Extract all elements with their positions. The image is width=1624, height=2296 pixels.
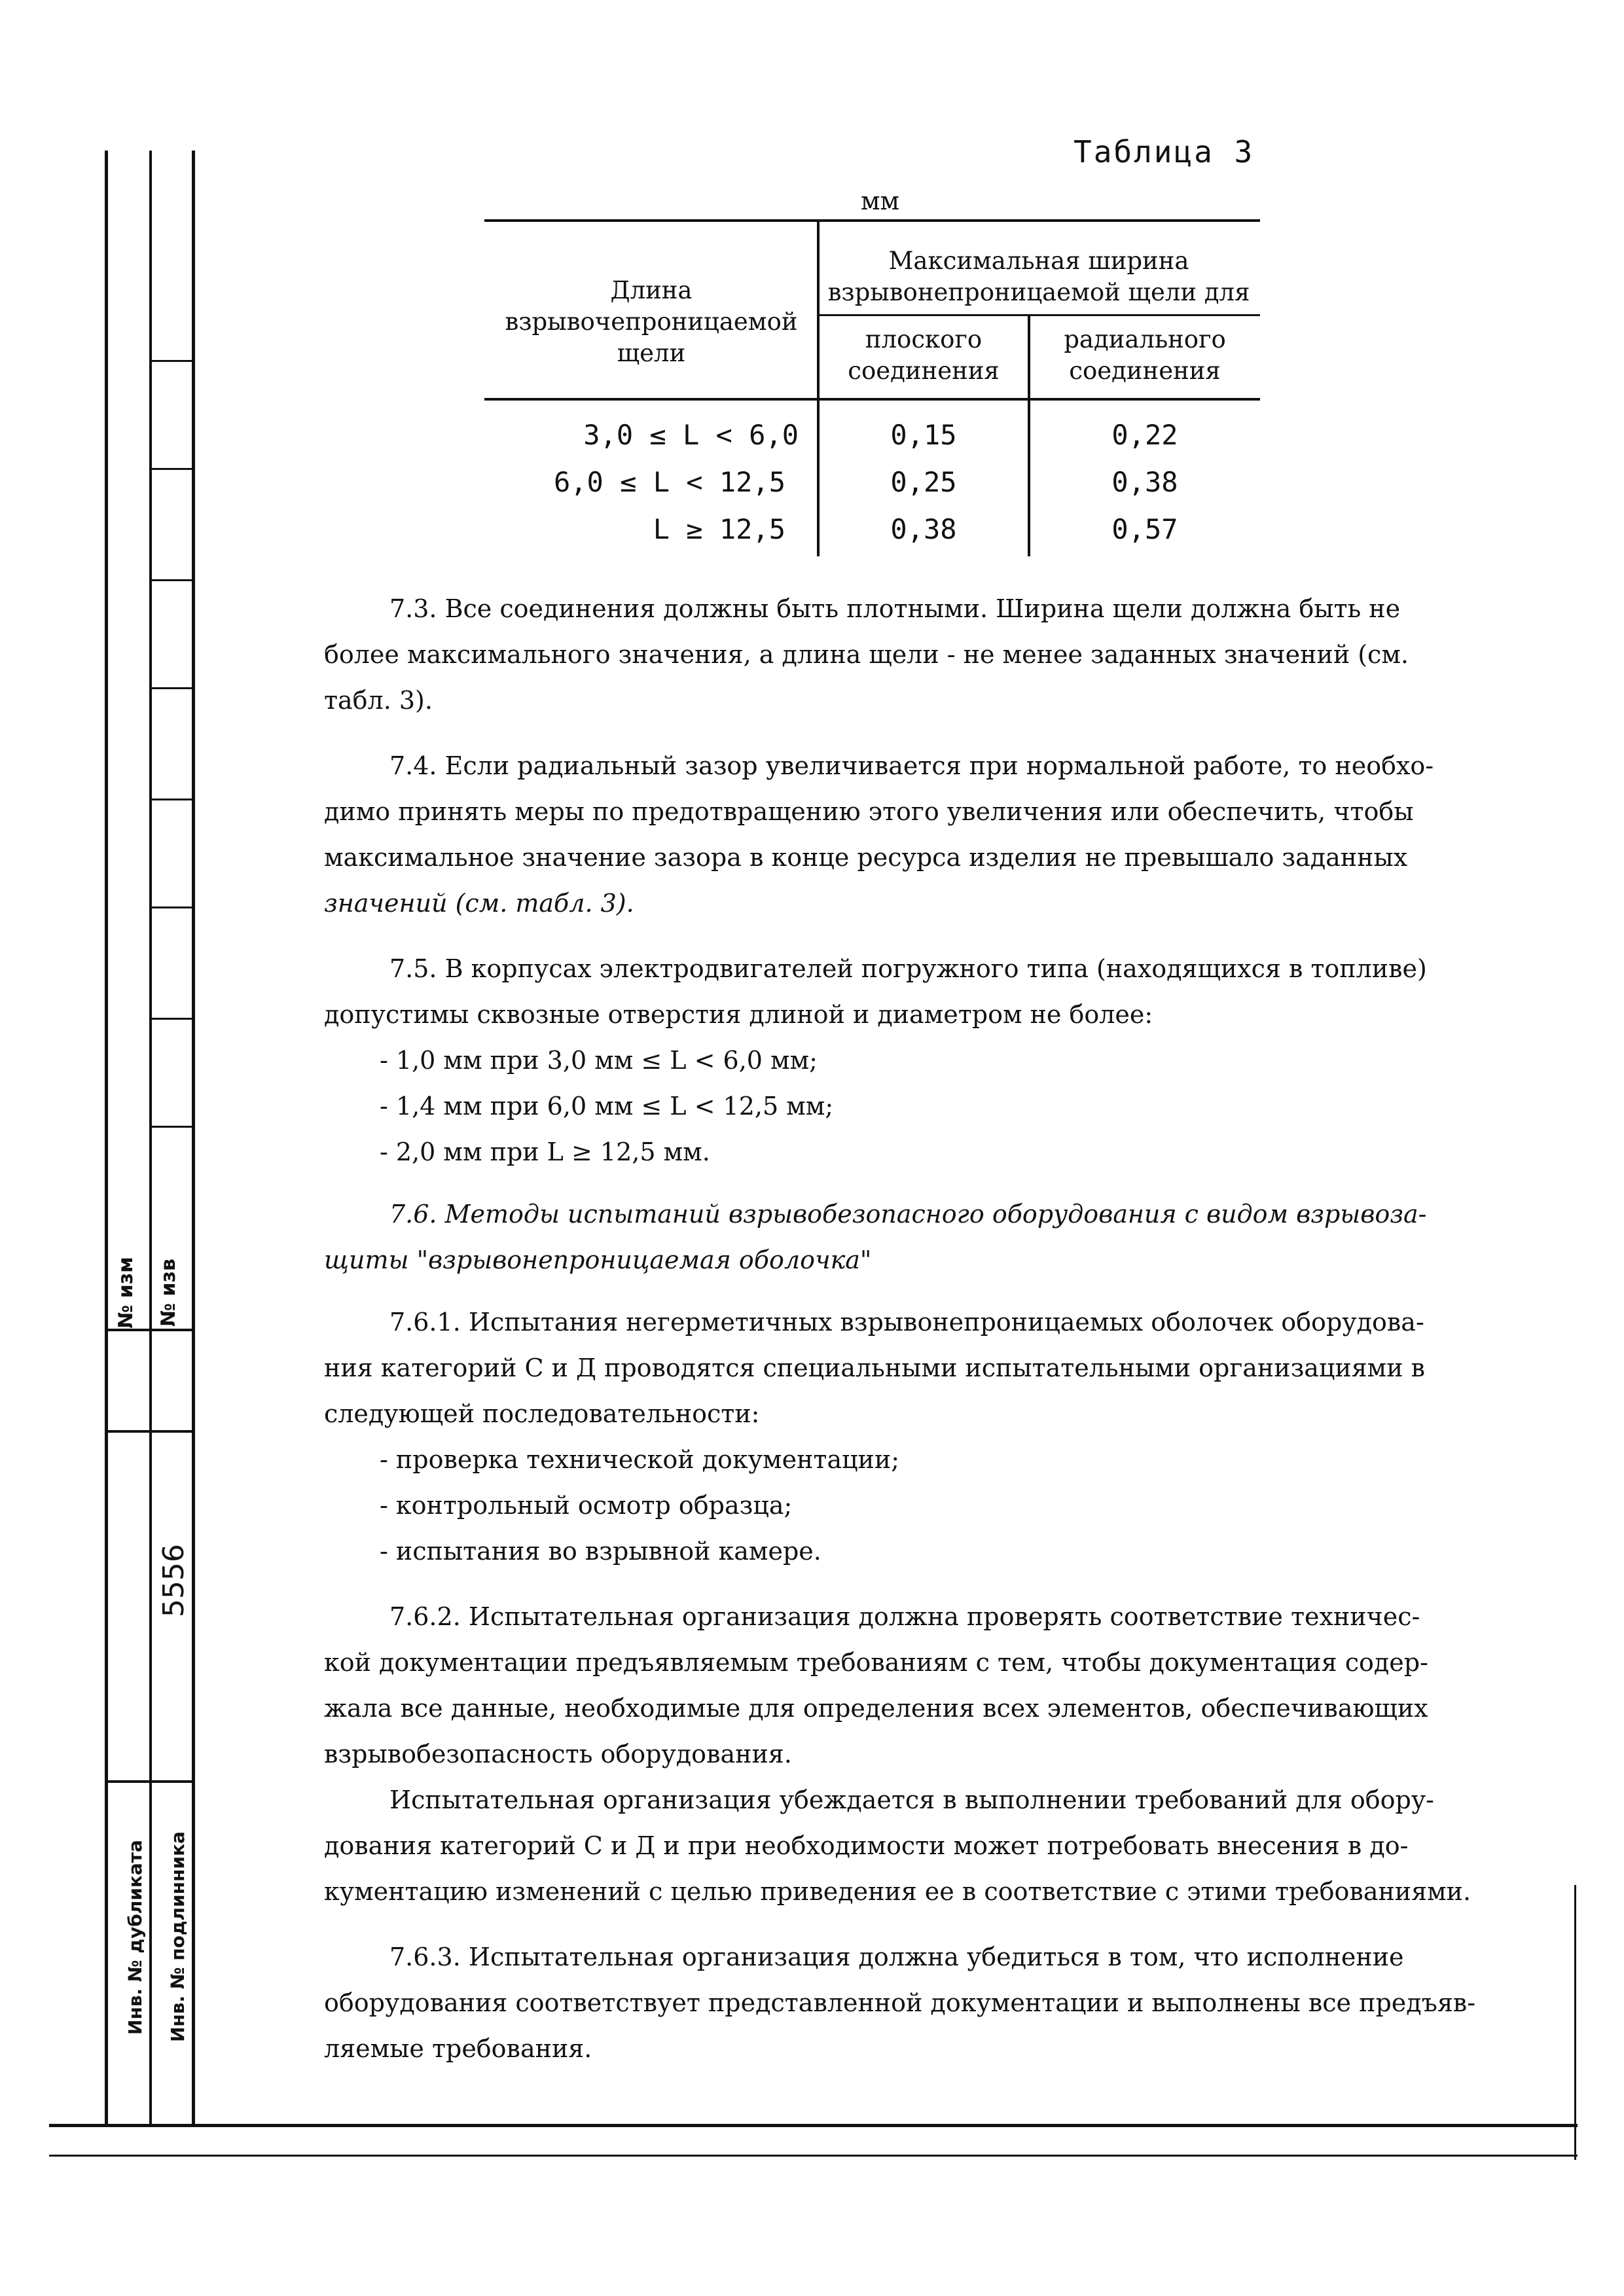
paragraph-7-6-3 — [324, 1934, 1483, 2072]
paragraph-7-4 — [324, 743, 1483, 926]
paragraph-line: взрывобезопасность оборудования. — [324, 1740, 792, 1768]
table-head-flat-line1: плоского — [865, 325, 983, 353]
table-head-radial-line2: соединения — [1069, 357, 1221, 385]
frame-left-outer — [105, 151, 108, 2124]
paragraph-line: табл. 3). — [324, 686, 433, 715]
table-unit: мм — [861, 187, 900, 215]
stamp-tick — [149, 687, 195, 689]
paragraph-line: щиты "взрывонепроницаемая оболочка" — [324, 1246, 872, 1274]
table-head-flat — [820, 324, 1028, 387]
stamp-tick — [149, 906, 195, 908]
table-head-length — [488, 275, 815, 369]
paragraph-line: Испытательная организация убеждается в выполнении требований для обору- — [389, 1785, 1435, 1814]
list-item: - 2,0 мм при L ≥ 12,5 мм. — [380, 1138, 710, 1166]
paragraph-line: 7.5. В корпусах электродвигателей погружного типа (находящихся в топливе) — [389, 954, 1427, 983]
stamp-inv-podlinnika: Инв. № подлинника — [167, 1831, 189, 2042]
list-item: - 1,0 мм при 3,0 мм ≤ L < 6,0 мм; — [380, 1046, 818, 1075]
list-item: - испытания во взрывной камере. — [380, 1537, 821, 1566]
table-cell-length: 6,0 ≤ L < 12,5 — [553, 466, 785, 498]
stamp-box-divider — [105, 1780, 195, 1783]
frame-bottom-outer — [49, 2155, 1578, 2157]
table-head-length-line1: Длина — [610, 276, 693, 304]
paragraph-line: 7.6.3. Испытательная организация должна убедиться в том, что исполнение — [389, 1943, 1404, 1971]
paragraph-7-3 — [324, 586, 1483, 723]
table-top-rule — [484, 219, 1260, 222]
paragraph-line: ния категорий С и Д проводятся специальными испытательными организациями в — [324, 1354, 1426, 1382]
table-cell-radial: 0,22 — [1111, 419, 1178, 451]
paragraph-7-5 — [324, 946, 1483, 1175]
table-head-max-width-line1: Максимальная ширина — [888, 247, 1189, 275]
stamp-tick — [149, 468, 195, 470]
stamp-tick — [149, 798, 195, 800]
paragraph-line: следующей последовательности: — [324, 1399, 760, 1428]
frame-right — [1574, 1885, 1576, 2160]
table-title: Таблица 3 — [1074, 134, 1255, 170]
stamp-inv-podlinnika-value: 5556 — [157, 1544, 190, 1617]
table-head-flat-line2: соединения — [848, 357, 1000, 385]
table-cell-flat: 0,25 — [890, 466, 957, 498]
table-cell-radial: 0,57 — [1111, 513, 1178, 545]
table-cell-flat: 0,38 — [890, 513, 957, 545]
table-head-radial — [1030, 324, 1259, 387]
paragraph-line: 7.6. Методы испытаний взрывобезопасного оборудования с видом взрывоза- — [389, 1200, 1427, 1229]
stamp-box-top — [105, 1430, 195, 1433]
table-head-max-width-line2: взрывонепроницаемой щели для — [827, 278, 1250, 306]
paragraph-line: 7.6.1. Испытания негерметичных взрывонепроницаемых оболочек оборудова- — [389, 1308, 1424, 1336]
paragraph-line: кументацию изменений с целью приведения ее в соответствие с этими требованиями. — [324, 1877, 1471, 1906]
paragraph-7-6-2 — [324, 1594, 1483, 1777]
table-cell-length: L ≥ 12,5 — [653, 513, 785, 545]
stamp-tick — [149, 1126, 195, 1128]
paragraph-line: ляемые требования. — [324, 2034, 592, 2063]
paragraph-line: 7.4. Если радиальный зазор увеличивается при нормальной работе, то необхо- — [389, 751, 1434, 780]
paragraph-line: 7.3. Все соединения должны быть плотными. Ширина щели должна быть не — [389, 594, 1401, 623]
paragraph-line: кой документации предъявляемым требованиям с тем, чтобы документация содер- — [324, 1648, 1428, 1677]
paragraph-7-6 — [324, 1191, 1483, 1283]
list-item: - контрольный осмотр образца; — [380, 1491, 793, 1520]
table-subhead-rule — [818, 314, 1260, 316]
table-cell-radial: 0,38 — [1111, 466, 1178, 498]
stamp-tick — [149, 1018, 195, 1020]
paragraph-line: максимальное значение зазора в конце ресурса изделия не превышало заданных — [324, 843, 1408, 872]
table-head-bottom-rule — [484, 398, 1260, 401]
paragraph-7-6-1 — [324, 1299, 1483, 1574]
table-head-length-line3: щели — [617, 339, 686, 367]
stamp-no-izv: № изв — [157, 1259, 180, 1327]
table-head-max-width — [820, 245, 1258, 308]
list-item: - проверка технической документации; — [380, 1445, 899, 1474]
table-cell-flat: 0,15 — [890, 419, 957, 451]
stamp-tick — [149, 579, 195, 581]
table-head-length-line2: взрывочепроницаемой — [505, 308, 798, 336]
paragraph-line: значений (см. табл. 3). — [324, 889, 634, 918]
table-cell-length: 3,0 ≤ L < 6,0 — [583, 419, 799, 451]
frame-left-mid — [149, 151, 152, 2124]
frame-bottom — [49, 2124, 1578, 2127]
frame-left-inner — [192, 151, 195, 2124]
paragraph-line: 7.6.2. Испытательная организация должна проверять соответствие техничес- — [389, 1602, 1420, 1631]
paragraph-line: димо принять меры по предотвращению этого увеличения или обеспечить, чтобы — [324, 797, 1414, 826]
list-item: - 1,4 мм при 6,0 мм ≤ L < 12,5 мм; — [380, 1092, 834, 1121]
stamp-no-izm: № изм — [115, 1257, 137, 1329]
paragraph-line: дования категорий С и Д и при необходимости может потребовать внесения в до- — [324, 1831, 1409, 1860]
paragraph-line: допустимы сквозные отверстия длиной и диаметром не более: — [324, 1000, 1153, 1029]
paragraph-line: жала все данные, необходимые для определения всех элементов, обеспечивающих — [324, 1694, 1428, 1723]
stamp-inv-dublikata: Инв. № дубликата — [124, 1840, 146, 2035]
table-head-radial-line1: радиального — [1064, 325, 1226, 353]
paragraph-line: более максимального значения, а длина щели - не менее заданных значений (см. — [324, 640, 1409, 669]
paragraph-7-6-2-continued — [324, 1777, 1483, 1914]
paragraph-line: оборудования соответствует представленной документации и выполнены все предъяв- — [324, 1988, 1476, 2017]
stamp-tick — [149, 360, 195, 362]
